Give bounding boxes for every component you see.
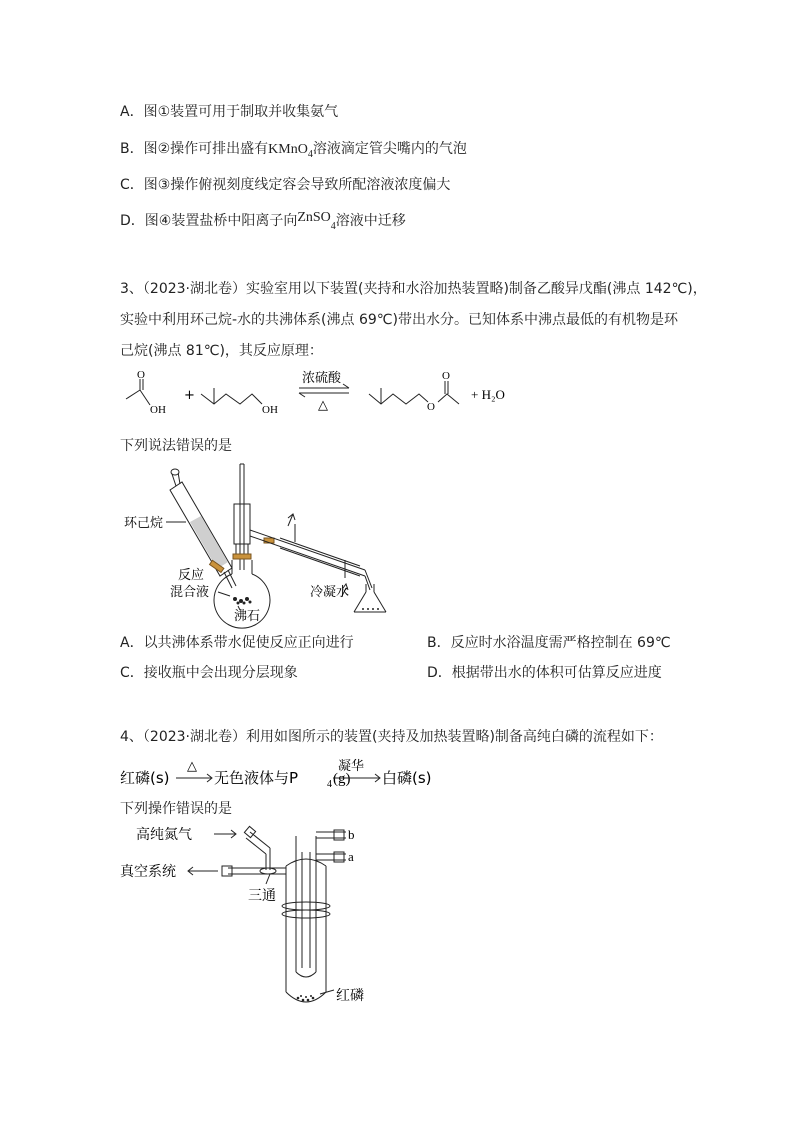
flow-arrow-1 [176,774,212,782]
three-way-pointer [266,874,270,884]
receiving-flask [354,584,386,612]
label-n2: 高纯氮气 [136,827,192,843]
acetic-oh: OH [150,404,166,416]
plus-1: + [184,388,195,403]
q4-stem-line1: 4、（2023·湖北卷）利用如图所示的装置(夹持及加热装置略)制备高纯白磷的流程如下： [120,729,663,745]
q2-option-d-post: 溶液中迁移 [335,213,406,229]
port-a [316,852,346,862]
condenser [250,524,372,590]
q2-option-b-pre: B．图②操作可排出盛有 [120,141,269,157]
q3-option-a: A．以共沸体系带水促使反应正向进行 [120,635,354,651]
q3-stem-line1: 3、（2023·湖北卷）实验室用以下装置(夹持和水浴加热装置略)制备乙酸异戊酯(沸点 142℃)， [120,281,707,297]
q3-stem-line2: 实验中利用环己烷-水的共沸体系(沸点 69℃)带出水分。已知体系中沸点最低的有机物是环 [120,312,678,328]
plus-water: + H₂O [471,387,505,402]
q4-apparatus-diagram [120,822,400,1012]
flow-middle-sub: 4 [327,779,332,790]
nitrogen-inlet [244,826,270,870]
heat-symbol: △ [318,398,328,413]
clamp-band [282,902,330,918]
label-cyclohexane: 环己烷 [124,516,164,531]
q3-option-b: B．反应时水浴温度需严格控制在 69℃ [427,635,671,651]
kmno4-subscript: 4 [307,148,313,160]
flow-middle: 无色液体与P [214,769,299,787]
q2-option-c: C．图③操作俯视刻度线定容会导致所配溶液浓度偏大 [120,177,451,193]
q3-reaction-equation [0,368,794,428]
znso4-subscript: 4 [330,220,336,232]
znso4-formula: ZnSO [297,210,331,225]
label-mix-line2: 混合液 [170,585,210,600]
nitrogen-arrow [214,830,236,838]
flow-end: 白磷(s) [382,769,432,787]
vacuum-arrow [188,867,218,875]
catalyst-text: 浓硫酸 [302,371,342,386]
boiling-stones [233,597,252,605]
q3-option-d: D．根据带出水的体积可估算反应进度 [427,665,662,681]
q2-option-b [120,139,467,165]
acetic-acid-structure [126,379,150,405]
acetic-o: O [137,369,145,381]
q4-question: 下列操作错误的是 [120,801,232,817]
label-mix-line1: 反应 [178,568,205,583]
ester-o: O [427,401,435,413]
claisen-adapter [234,504,250,558]
q2-option-d-pre: D．图④装置盐桥中阳离子向 [120,213,298,229]
receiver-liquid [362,608,379,610]
liquid-in-separator [190,516,228,569]
kmno4-formula: KMnO [268,142,308,157]
cold-finger [296,836,316,977]
label-cold-water: 冷凝水 [310,585,350,600]
flow-middle-post: (g) [333,771,351,787]
q3-question: 下列说法错误的是 [120,438,232,454]
q3-option-c: C．接收瓶中会出现分层现象 [120,665,298,681]
label-stones: 沸石 [234,609,261,624]
q4-flow [120,756,520,792]
label-red-p: 红磷 [336,988,364,1004]
label-port-a: a [348,849,354,864]
q2-option-d [120,211,406,237]
carbonyl-o: O [442,370,450,382]
flow-start: 红磷(s) [120,769,170,787]
isoamyl-acetate-structure [369,381,459,404]
label-vacuum: 真空系统 [120,864,176,880]
vacuum-outlet [222,866,286,876]
q2-option-a: A．图①装置可用于制取并收集氨气 [120,104,339,120]
alcohol-oh: OH [262,404,278,416]
q2-option-b-post: 溶液滴定管尖嘴内的气泡 [312,141,467,157]
q3-apparatus-diagram [120,460,420,624]
label-three-way: 三通 [248,888,276,904]
label-port-b: b [348,827,355,842]
flow-heat: △ [187,759,197,774]
port-b [316,830,346,840]
outer-tube [286,859,326,1002]
flow-sublimation: 凝华 [338,759,365,774]
q3-stem-line3: 己烷(沸点 81℃)，其反应原理： [120,343,323,359]
isoamyl-alcohol-structure [201,388,262,404]
vent-arrow [288,514,295,526]
